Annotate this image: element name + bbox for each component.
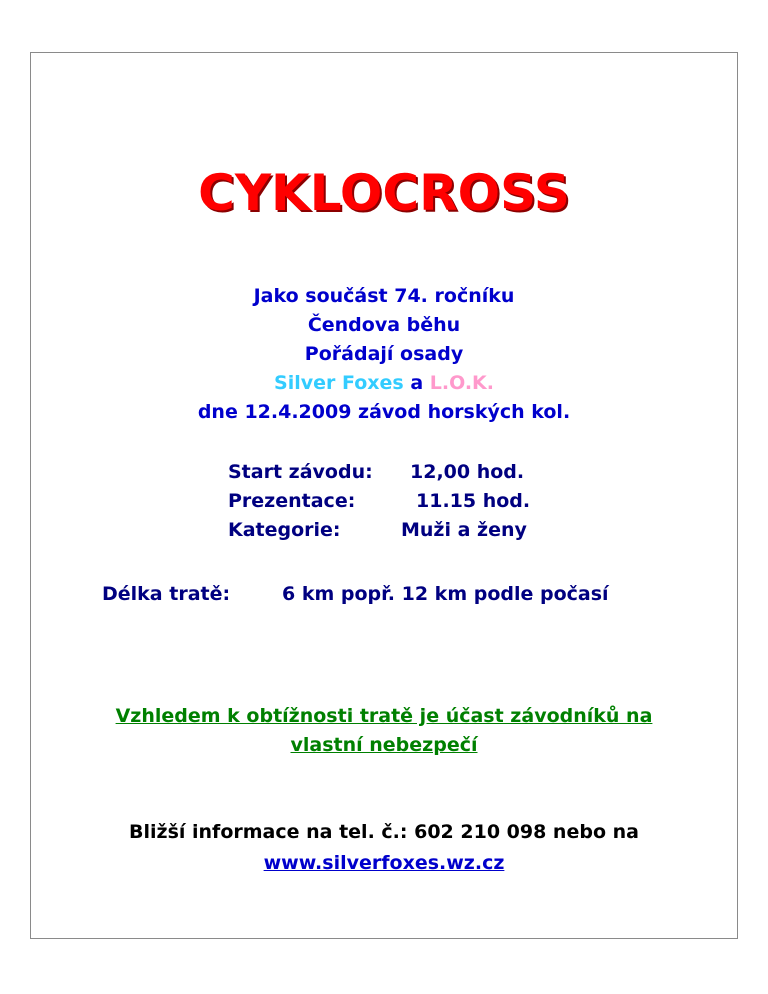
intro-line-2: Čendova běhu [307, 314, 461, 336]
organizers-line [0, 369, 768, 397]
intro-line-5: dne 12.4.2009 závod horských kol. [197, 401, 571, 423]
start-label: Start závodu: [228, 461, 373, 483]
intro-line-3: Pořádají osady [304, 343, 464, 365]
category-label: Kategorie: [228, 519, 341, 541]
website-line [0, 849, 768, 877]
warning-line-1: Vzhledem k obtížnosti tratě je účast závodníků na [115, 705, 653, 727]
intro-line-1: Jako součást 74. ročníku [253, 285, 515, 307]
warning-line-2: vlastní nebezpečí [290, 734, 478, 756]
registration-value: 11.15 hod. [416, 490, 531, 512]
category-value: Muži a ženy [401, 519, 527, 541]
registration-label: Prezentace: [228, 490, 356, 512]
length-label: Délka tratě: [102, 583, 231, 605]
contact-line: Bližší informace na tel. č.: 602 210 098 nebo na [129, 821, 639, 843]
website-link[interactable]: www.silverfoxes.wz.cz [263, 852, 505, 874]
length-value: 6 km popř. 12 km podle počasí [282, 583, 609, 605]
organizer-conjunction: a [403, 372, 430, 394]
start-value: 12,00 hod. [410, 461, 525, 483]
organizer-silver-foxes: Silver Foxes [274, 372, 404, 394]
page-title: CYKLOCROSS [198, 164, 570, 222]
organizer-lok: L.O.K. [429, 372, 494, 394]
